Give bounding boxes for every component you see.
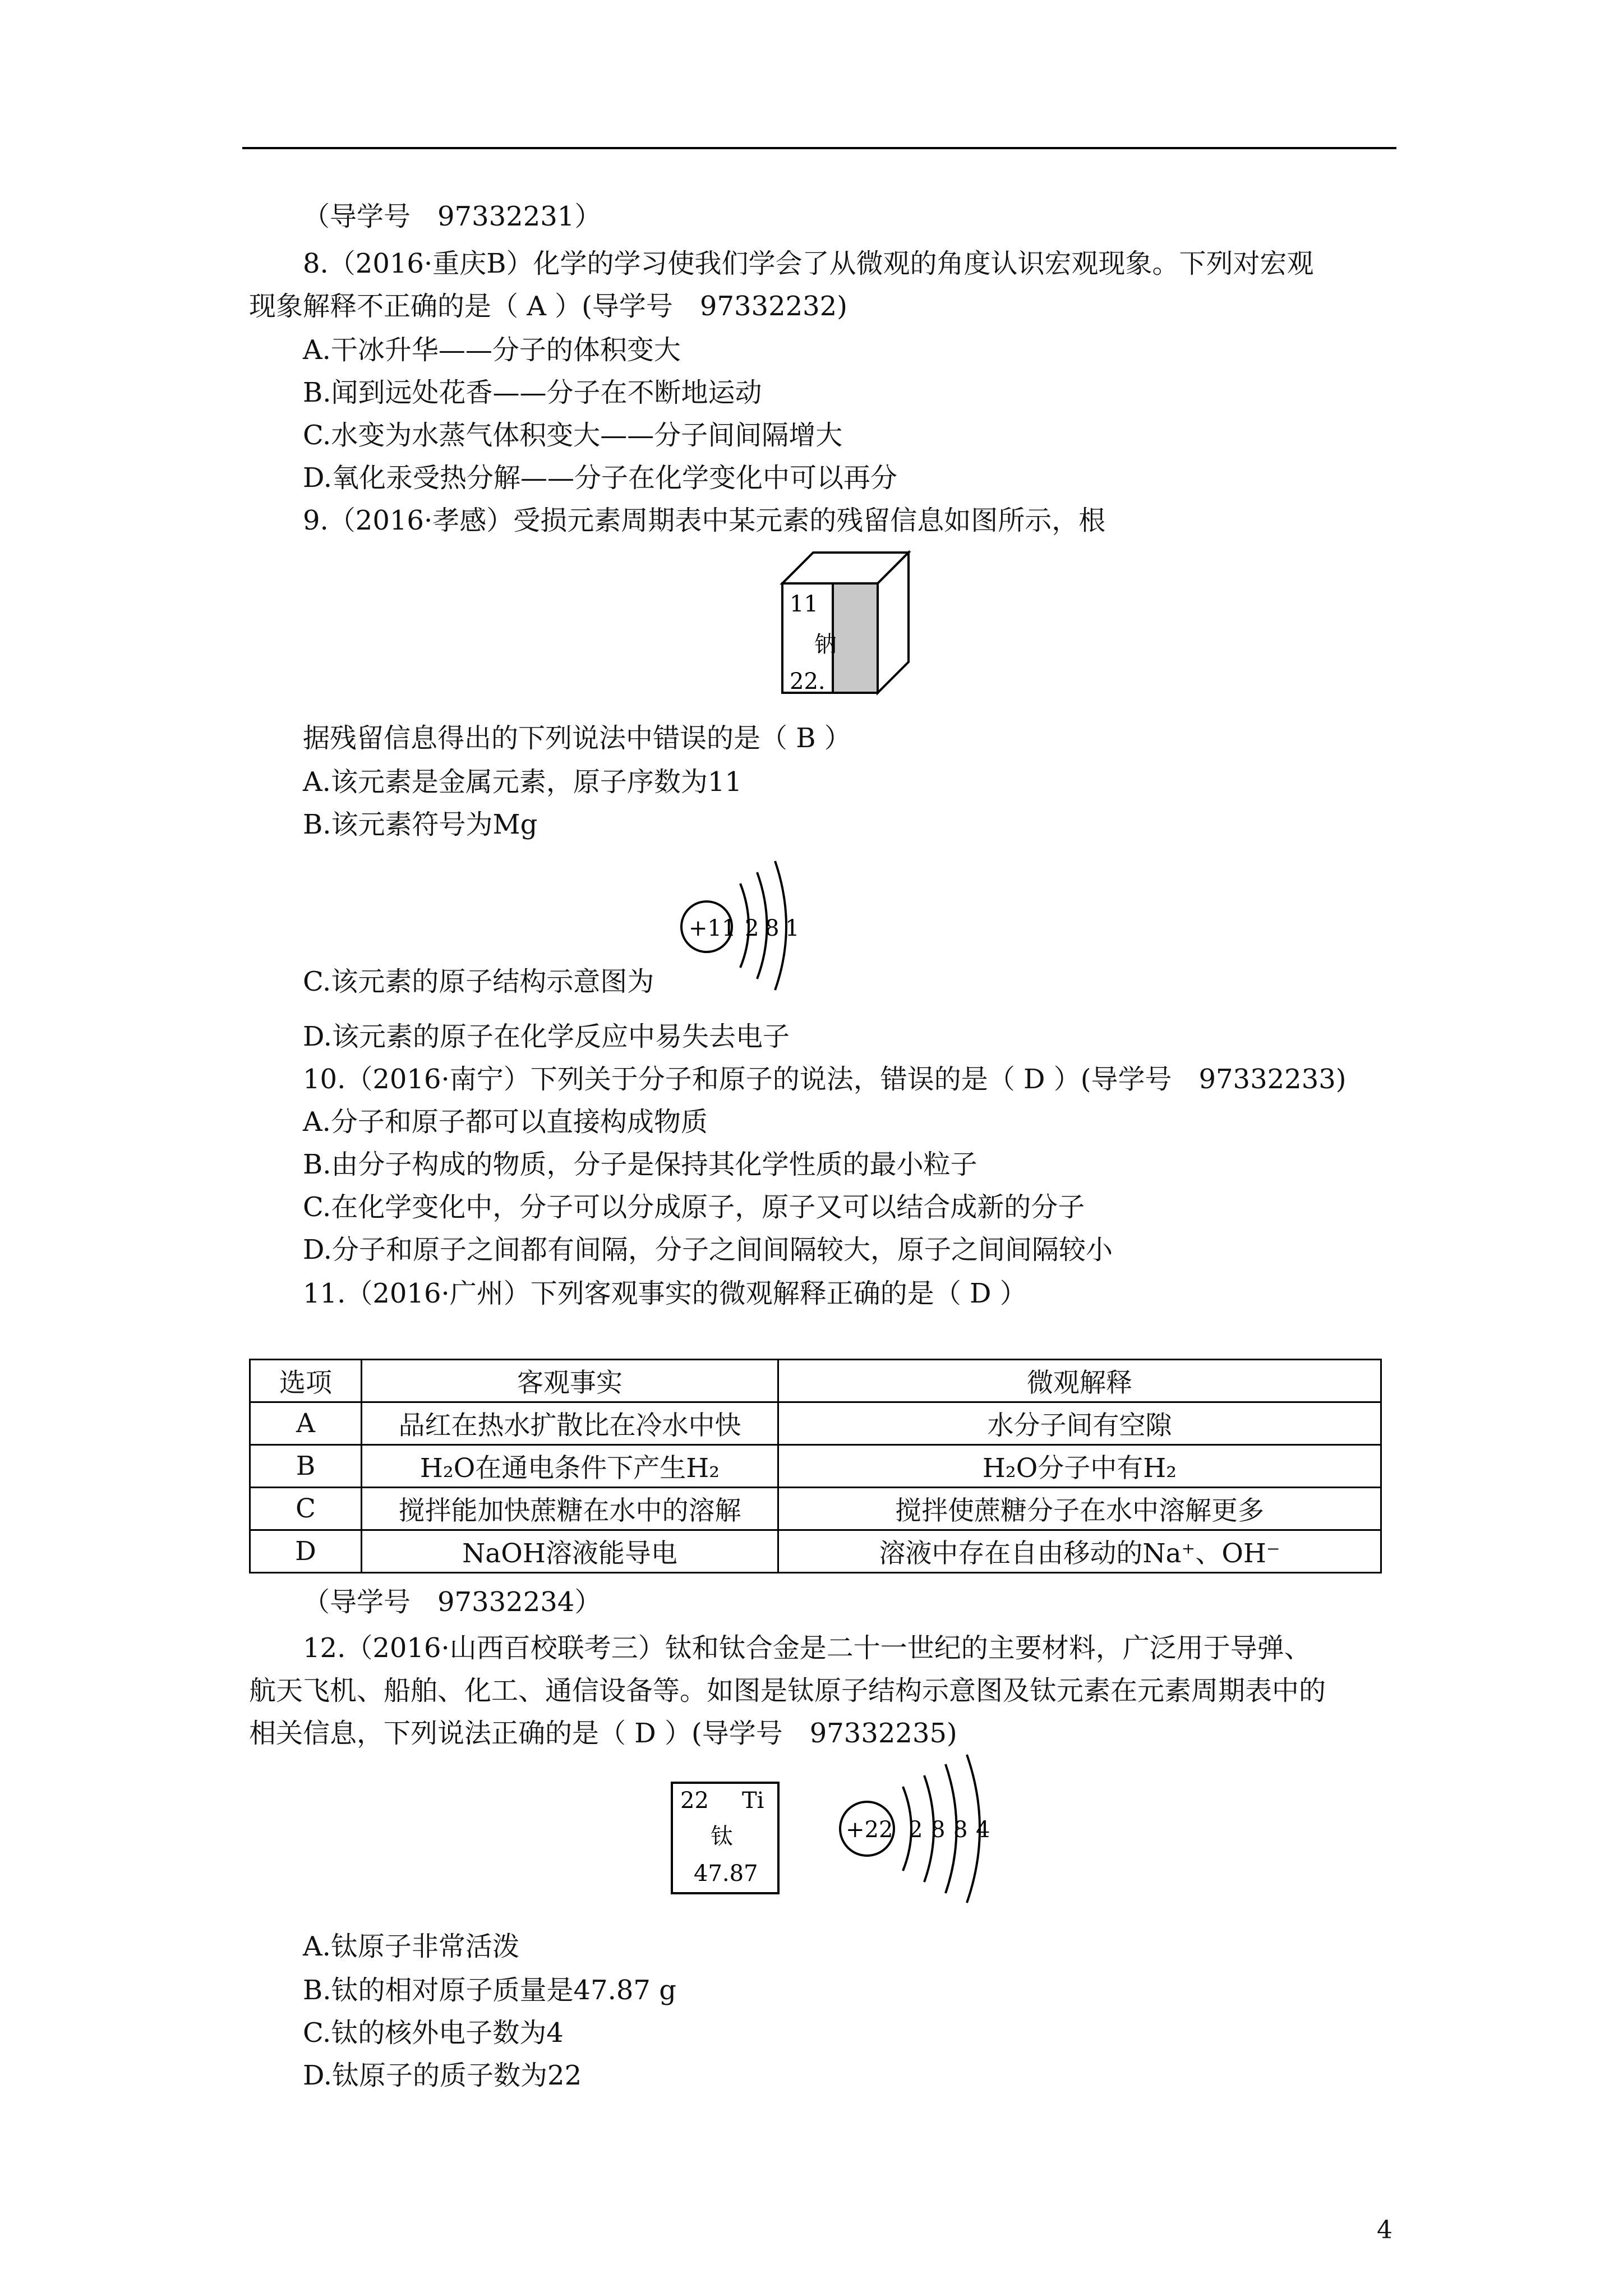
q8-option-d: D.氧化汞受热分解——分子在化学变化中可以再分 <box>303 462 898 494</box>
table-row <box>250 1488 1381 1530</box>
table-cell: C <box>250 1488 362 1530</box>
q9-cell-name: 钠 <box>814 632 837 657</box>
q10-option-b: B.由分子构成的物质，分子是保持其化学性质的最小粒子 <box>303 1149 978 1180</box>
q9-option-a: A.该元素是金属元素，原子序数为11 <box>303 766 743 798</box>
q9-cell-number: 11 <box>790 591 818 617</box>
q12-option-c: C.钛的核外电子数为4 <box>303 2017 564 2049</box>
q11-guide-note: （导学号 97332234） <box>303 1586 602 1618</box>
q10-option-a: A.分子和原子都可以直接构成物质 <box>303 1106 708 1138</box>
q8-option-b: B.闻到远处花香——分子在不断地运动 <box>303 377 762 408</box>
table-cell: NaOH溶液能导电 <box>362 1530 778 1573</box>
table-cell: H₂O在通电条件下产生H₂ <box>362 1445 778 1488</box>
table-cell: 溶液中存在自由移动的Na⁺、OH⁻ <box>778 1530 1381 1573</box>
q12-stem-line3: 相关信息，下列说法正确的是（ D ）(导学号 97332235) <box>249 1718 957 1749</box>
table-row <box>250 1530 1381 1573</box>
table-cell: B <box>250 1445 362 1488</box>
q9-atom-nucleus: +11 <box>689 915 736 941</box>
table-cell: 品红在热水扩散比在冷水中快 <box>362 1402 778 1445</box>
table-cell: D <box>250 1530 362 1573</box>
table-row <box>250 1445 1381 1488</box>
q12-option-b: B.钛的相对原子质量是47.87 g <box>303 1975 676 2006</box>
q8-option-a: A.干冰升华——分子的体积变大 <box>303 334 681 366</box>
damaged-element-cell-figure <box>774 550 925 701</box>
q12-atom-shell-1: 2 <box>909 1817 923 1843</box>
q10-option-d: D.分子和原子之间都有间隔，分子之间间隔较大，原子之间间隔较小 <box>303 1234 1113 1266</box>
q12-cell-symbol: Ti <box>742 1788 764 1814</box>
q12-cell-mass: 47.87 <box>694 1861 758 1887</box>
q12-atom-shell-2: 8 <box>931 1817 946 1843</box>
q12-option-d: D.钛原子的质子数为22 <box>303 2060 582 2091</box>
q12-stem-line1: 12.（2016·山西百校联考三）钛和钛合金是二十一世纪的主要材料，广泛用于导弹、 <box>303 1632 1311 1664</box>
q10-stem: 10.（2016·南宁）下列关于分子和原子的说法，错误的是（ D ）(导学号 97332233) <box>303 1064 1347 1095</box>
table-cell: 搅拌使蔗糖分子在水中溶解更多 <box>778 1488 1381 1530</box>
q12-option-a: A.钛原子非常活泼 <box>303 1931 519 1962</box>
table-cell: 搅拌能加快蔗糖在水中的溶解 <box>362 1488 778 1530</box>
q9-cell-mass: 22. <box>790 669 826 694</box>
q12-atom-shell-4: 4 <box>976 1817 990 1843</box>
q11-facts-table <box>249 1359 1382 1573</box>
titanium-atom-structure-diagram <box>830 1753 1032 1904</box>
table-header-explanation: 微观解释 <box>778 1360 1381 1402</box>
q9-option-b: B.该元素符号为Mg <box>303 809 538 840</box>
q12-atom-nucleus: +22 <box>846 1817 893 1843</box>
q9-atom-shell-2: 8 <box>765 915 780 941</box>
q8-stem-line1: 8.（2016·重庆B）化学的学习使我们学会了从微观的角度认识宏观现象。下列对宏观 <box>303 248 1314 279</box>
q9-option-d: D.该元素的原子在化学反应中易失去电子 <box>303 1021 790 1052</box>
page-number: 4 <box>1377 2216 1393 2244</box>
q10-option-c: C.在化学变化中，分子可以分成原子，原子又可以结合成新的分子 <box>303 1191 1085 1223</box>
q12-cell-name: 钛 <box>711 1824 733 1849</box>
header-rule <box>242 147 1396 149</box>
table-cell: 水分子间有空隙 <box>778 1402 1381 1445</box>
q8-stem-line2: 现象解释不正确的是（ A ）(导学号 97332232) <box>249 291 847 322</box>
q9-option-c: C.该元素的原子结构示意图为 <box>303 966 654 997</box>
q9-atom-shell-1: 2 <box>745 915 759 941</box>
q8-option-c: C.水变为水蒸气体积变大——分子间间隔增大 <box>303 420 843 451</box>
table-cell: A <box>250 1402 362 1445</box>
table-header-option: 选项 <box>250 1360 362 1402</box>
q12-stem-line2: 航天飞机、船舶、化工、通信设备等。如图是钛原子结构示意图及钛元素在元素周期表中的 <box>249 1675 1326 1706</box>
guide-number-note: （导学号 97332231） <box>303 201 602 232</box>
table-cell: H₂O分子中有H₂ <box>778 1445 1381 1488</box>
q9-atom-shell-3: 1 <box>785 915 800 941</box>
q9-stem-line1: 9.（2016·孝感）受损元素周期表中某元素的残留信息如图所示，根 <box>303 505 1106 536</box>
table-row <box>250 1402 1381 1445</box>
table-header-row <box>250 1360 1381 1402</box>
sodium-atom-structure-diagram <box>673 853 819 993</box>
q11-stem: 11.（2016·广州）下列客观事实的微观解释正确的是（ D ） <box>303 1278 1027 1309</box>
q9-stem-line2: 据残留信息得出的下列说法中错误的是（ B ） <box>303 723 851 754</box>
q12-atom-shell-3: 8 <box>953 1817 968 1843</box>
titanium-element-cell <box>670 1781 782 1896</box>
q12-cell-number: 22 <box>680 1788 709 1814</box>
table-header-fact: 客观事实 <box>362 1360 778 1402</box>
